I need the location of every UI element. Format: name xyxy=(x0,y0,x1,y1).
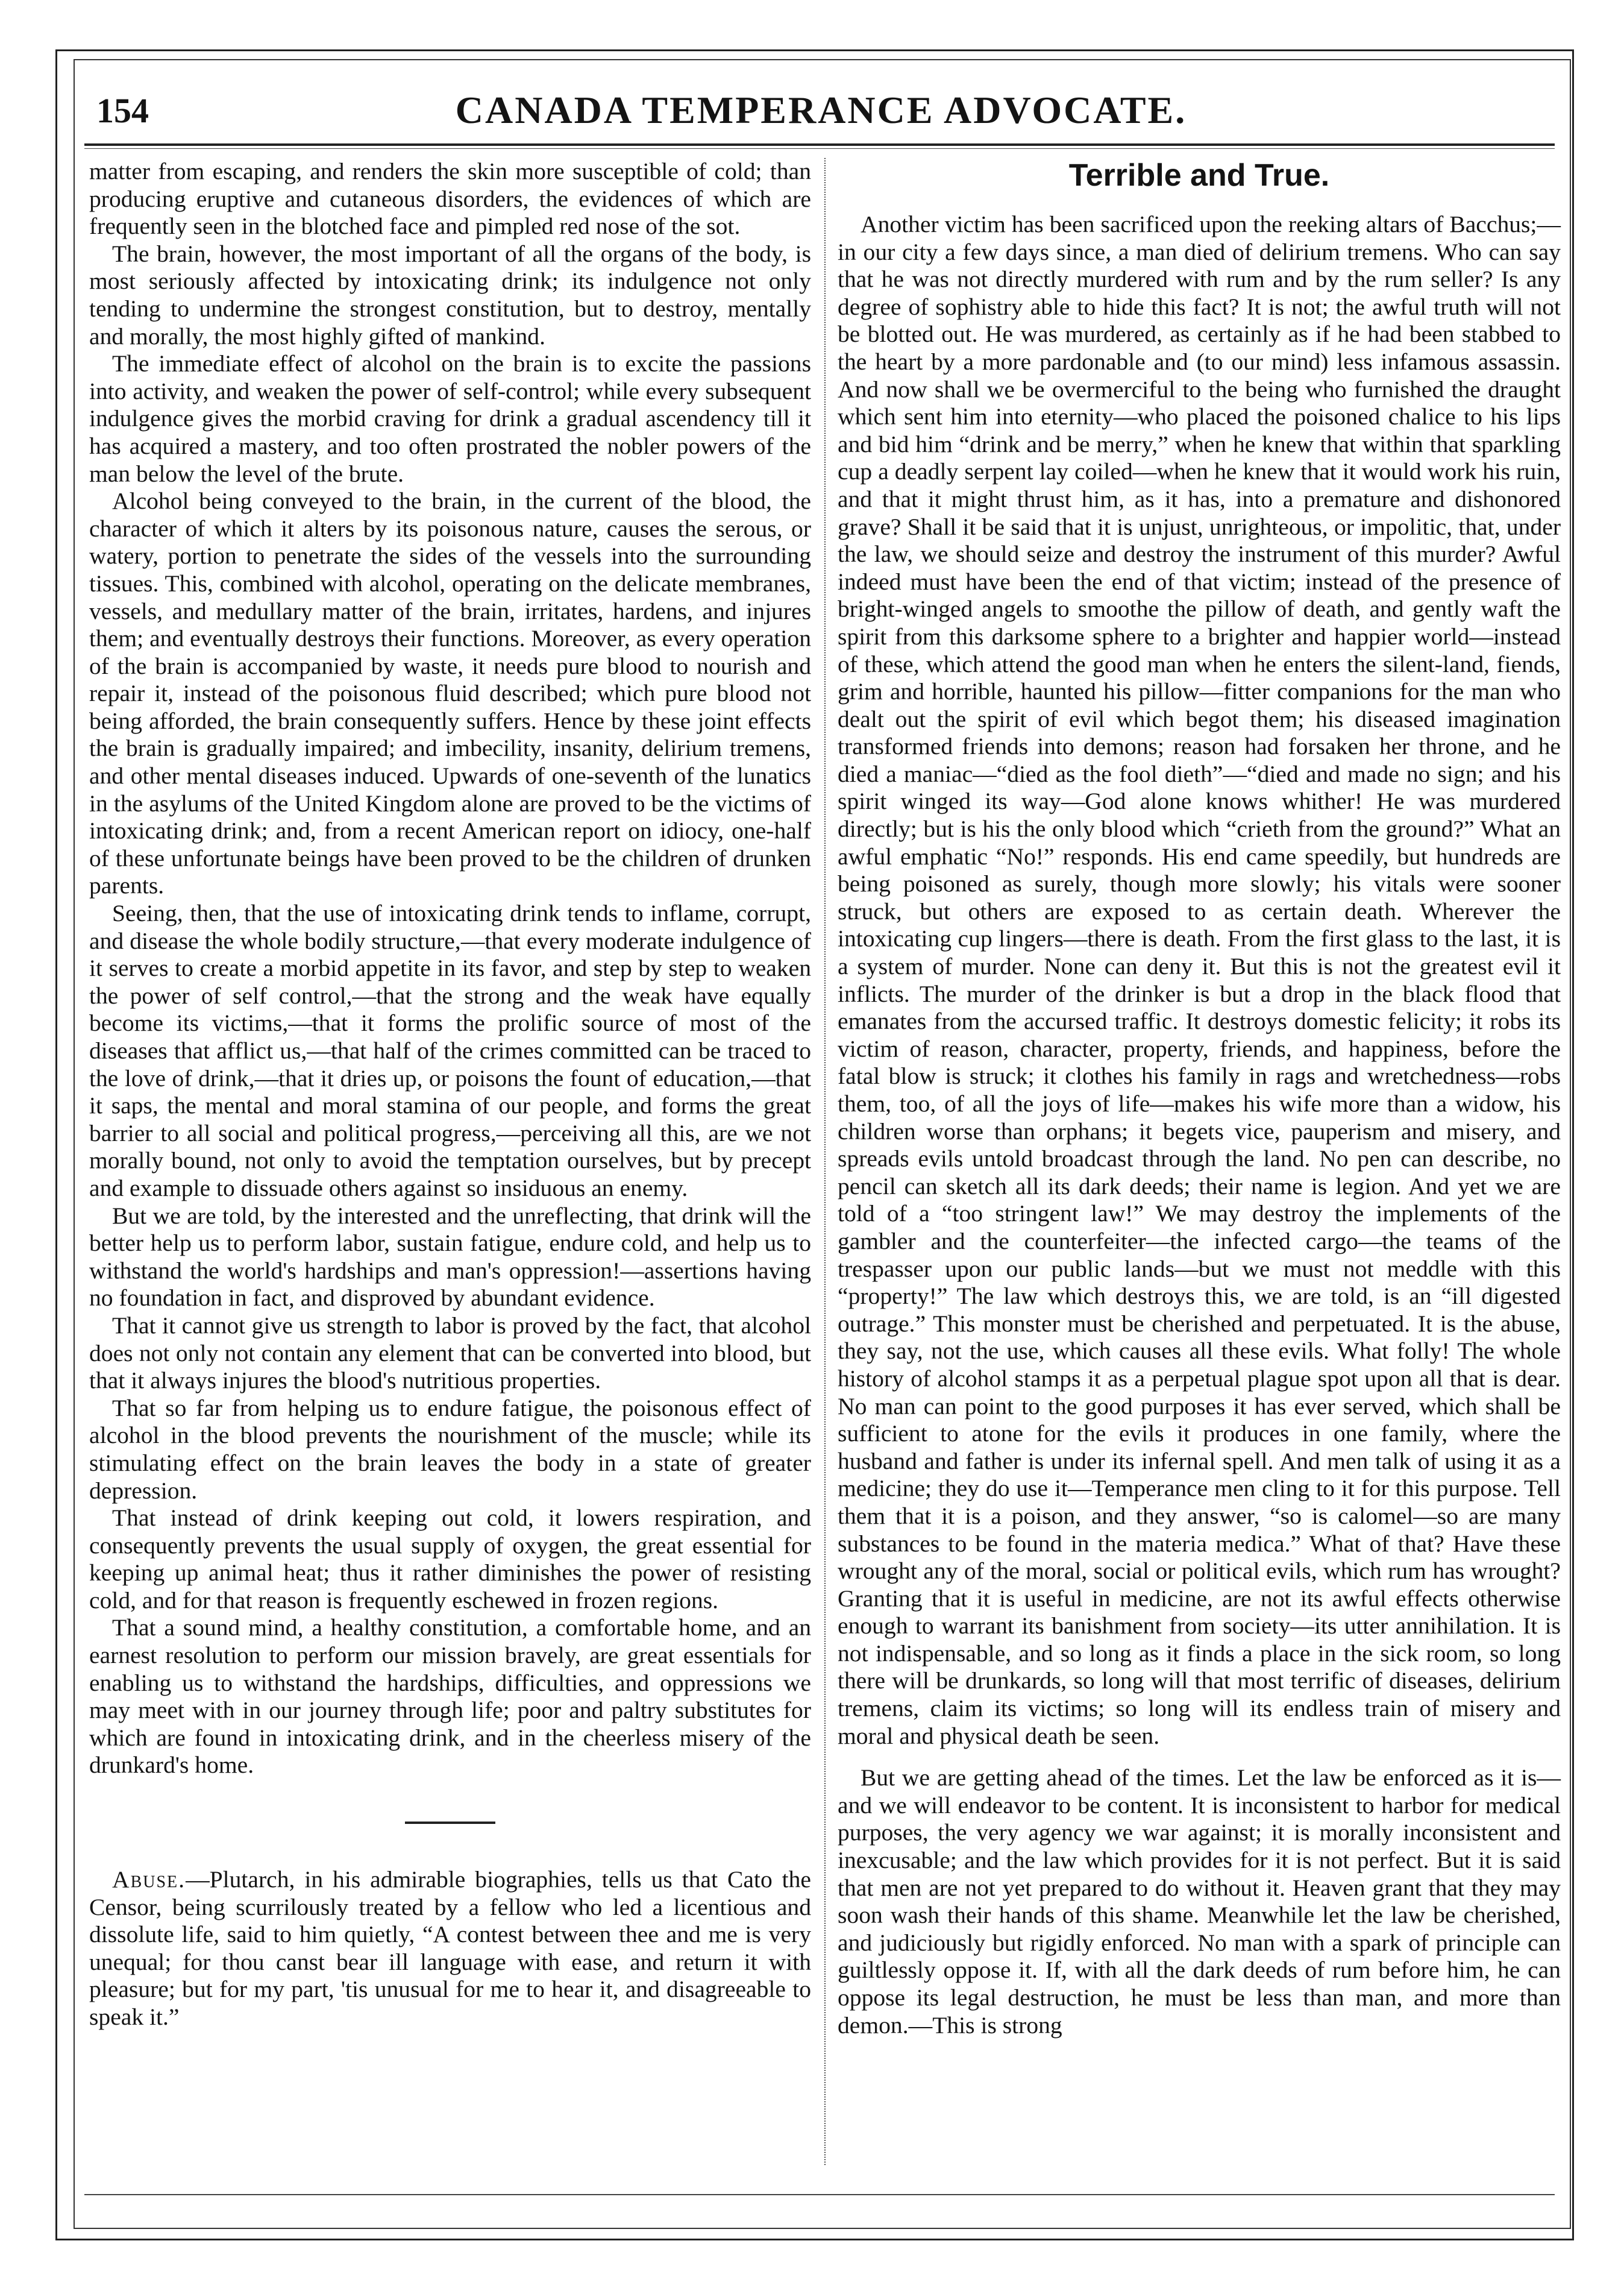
paragraph: Seeing, then, that the use of intoxicating drink tends to inflame, corrupt, and disease the whole bodily structure,—that every moderate indulgence of it serves to create a morbid appetite in its favor, and step by step to weaken the power of self control,—that the strong and the weak have equally become its victims,—that it forms the prolific source of most of the diseases that afflict us,—that half of the crimes committed can be traced to the love of drink,—that it dries up, or poisons the fount of education,—that it saps, the mental and moral stamina of our people, and forms the great barrier to all social and political progress,—perceiving all this, are we not morally bound, not only to avoid the temptation ourselves, but by precept and example to dissuade others against so insiduous an enemy. xyxy=(89,900,811,1201)
paragraph: But we are getting ahead of the times. Let the law be enforced as it is—and we will endeavor to be content. It is inconsistent to harbor for medical purposes, the very agency we war against; it is morally inconsistent and inexcusable; and the law which provides for it is not perfect. But it is said that men are not yet prepared to do without it. Heaven grant that they may soon wash their hands of this shame. Meanwhile let the law be cherished, and judiciously but rigidly enforced. No man with a spark of principle can guiltlessly oppose it. If, with all the dark deeds of rum before him, he can oppose its legal destruction, he must be less than man, and more than demon.—This is strong xyxy=(838,1764,1561,2039)
abuse-text: —Plutarch, in his admirable biographies, tells us that Cato the Censor, being scurrilously treated by a fellow who led a licentious and dissolute life, said to him quietly, “A contest between thee and me is very unequal; for thou canst bear ill language with ease, and return it with pleasure; but for my part, 'tis unusual for me to hear it, and disagreeable to speak it.” xyxy=(89,1866,811,2030)
footer-rule xyxy=(84,2194,1555,2195)
paragraph: That a sound mind, a healthy constitution, a comfortable home, and an earnest resolution to perform our mission bravely, are great essentials for enabling us to withstand the hardships, difficulties, and oppressions we may meet with in our journey through life; poor and paltry substitutes for which are found in intoxicating drink, and in the cheerless misery of the drunkard's home. xyxy=(89,1614,811,1779)
paragraph: The brain, however, the most important of all the organs of the body, is most seriously affected by intoxicating drink; its indulgence not only tending to undermine the strongest constitution, but to destroy, mentally and morally, the most highly gifted of mankind. xyxy=(89,240,811,350)
abuse-paragraph xyxy=(89,1866,811,2031)
page-header xyxy=(84,84,1558,139)
paragraph: Another victim has been sacrificed upon the reeking altars of Bacchus;—in our city a few days since, a man died of delirium tremens. Who can say that he was not directly murdered with rum and by the rum seller? Is any degree of sophistry able to hide this fact? It is not; the awful truth will not be blotted out. He was murdered, as certainly as if he had been stabbed to the heart by a more pardonable and (to our mind) less infamous assassin. And now shall we be overmerciful to the being who furnished the draught which sent him into eternity—who placed the poisoned chalice to his lips and bid him “drink and be merry,” when he knew that within that sparkling cup a deadly serpent lay coiled—when he knew that it would work his ruin, and that it might thrust him, as it has, into a premature and dishonored grave? Shall it be said that it is unjust, unrighteous, or impolitic, that, under the law, we should seize and destroy the instrument of this murder? Awful indeed must have been the end of that victim; instead of the presence of bright-winged angels to smoothe the pillow of death, and gently waft the spirit from this darksome sphere to a brighter and happier world—instead of these, which attend the good man when he enters the silent-land, fiends, grim and horrible, haunted his pillow—fitter companions for the man who dealt out the spirit of evil which begot them; his diseased imagination transformed friends into demons; reason had forsaken her throne, and he died a maniac—“died as the fool dieth”—“died and made no sign; and his spirit winged its way—God alone knows whither! He was murdered directly; but is his the only blood which “crieth from the ground?” What an awful emphatic “No!” responds. His end came speedily, but hundreds are being poisoned as surely, though more slowly; his vitals were sooner struck, but others are exposed to as certain death. Wherever the intoxicating cup lingers—there is death. From the first glass to the last, it is a system of murder. None can deny it. But this is not the greatest evil it inflicts. The murder of the drinker is but a drop in the black flood that emanates from the accursed traffic. It destroys domestic felicity; it robs its victim of reason, character, property, friends, and happiness, before the fatal blow is struck; it clothes his family in rags and wretchedness—robs them, too, of all the joys of life—makes his wife more than a widow, his children worse than orphans; it begets vice, pauperism and misery, and spreads evils untold broadcast through the land. No pen can describe, no pencil can sketch all its dark deeds; their name is legion. And yet we are told of a “too stringent law!” We may destroy the implements of the gambler and the counterfeiter—the infected cargo—the teams of the trespasser upon our public lands—but we must not meddle with this “property!” The law which destroys this, we are told, is an “ill digested outrage.” This monster must be cherished and perpetuated. It is the abuse, they say, not the use, which causes all these evils. What folly! The whole history of alcohol stamps it as a perpetual plague spot upon all that is dear. No man can point to the good purposes it has ever served, which shall be sufficient to atone for the evils it produces in one family, where the husband and father is under its infernal spell. And men talk of using it as a medicine; they do use it—Temperance men cling to it for this purpose. Tell them that it is a poison, and they answer, “so is calomel—so are many substances to be found in the materia medica.” What of that? Have these wrought any of the moral, social or political evils, which rum has wrought? Granting that it is useful in medicine, are not its awful effects otherwise enough to warrant its banishment from society—its utter annihilation. It is not indispensable, and so long as it finds a place in the sick room, so long there will be drunkards, so long will that most terrific of diseases, delirium tremens, claim its victims; so long will its endless train of misery and moral and physical death be seen. xyxy=(838,211,1561,1749)
header-rule xyxy=(84,143,1555,146)
paragraph: Alcohol being conveyed to the brain, in the current of the blood, the character of which it alters by its poisonous nature, causes the serous, or watery, portion to penetrate the sides of the vessels into the surrounding tissues. This, combined with alcohol, operating on the delicate membranes, vessels, and medullary matter of the brain, irritates, hardens, and injures them; and eventually destroys their functions. Moreover, as every operation of the brain is accompanied by waste, it needs pure blood to nourish and repair it, instead of the poisonous fluid described; which pure blood not being afforded, the brain consequently suffers. Hence by these joint effects the brain is gradually impaired; and imbecility, insanity, delirium tremens, and other mental diseases induced. Upwards of one-seventh of the lunatics in the asylums of the United Kingdom alone are proved to be the victims of intoxicating drink; and, from a recent American report on idiocy, one-half of these unfortunate beings have been proved to be the children of drunken parents. xyxy=(89,488,811,899)
header-rule-thin xyxy=(84,148,1555,149)
running-title: CANADA TEMPERANCE ADVOCATE. xyxy=(455,89,1187,131)
paragraph: That instead of drink keeping out cold, it lowers respiration, and consequently prevents the usual supply of oxygen, the great essential for keeping up animal heat; thus it rather diminishes the power of resisting cold, and for that reason is frequently eschewed in frozen regions. xyxy=(89,1504,811,1614)
paragraph: That so far from helping us to endure fatigue, the poisonous effect of alcohol in the blood prevents the nourishment of the muscle; while its stimulating effect on the brain leaves the body in a state of greater depression. xyxy=(89,1394,811,1504)
column-divider xyxy=(824,158,826,2165)
section-separator xyxy=(405,1822,495,1824)
page-number: 154 xyxy=(96,91,149,130)
right-column xyxy=(838,158,1561,2039)
article-title: Terrible and True. xyxy=(1068,158,1330,193)
paragraph: The immediate effect of alcohol on the brain is to excite the passions into activity, and weaken the power of self-control; while every subsequent indulgence gives the morbid craving for drink a gradual ascendency till it has acquired a mastery, and too often prostrated the nobler powers of the man below the level of the brute. xyxy=(89,350,811,487)
paragraph: matter from escaping, and renders the skin more susceptible of cold; than producing eruptive and cutaneous disorders, the evidences of which are frequently seen in the blotched face and pimpled red nose of the sot. xyxy=(89,158,811,240)
abuse-heading: Abuse. xyxy=(112,1866,186,1893)
paragraph: That it cannot give us strength to labor is proved by the fact, that alcohol does not only not contain any element that can be converted into blood, but that it always injures the blood's nutritious properties. xyxy=(89,1312,811,1394)
paragraph: But we are told, by the interested and the unreflecting, that drink will the better help us to perform labor, sustain fatigue, endure cold, and help us to withstand the world's hardships and man's oppression!—assertions having no foundation in fact, and disproved by abundant evidence. xyxy=(89,1202,811,1312)
left-column xyxy=(89,158,811,2031)
